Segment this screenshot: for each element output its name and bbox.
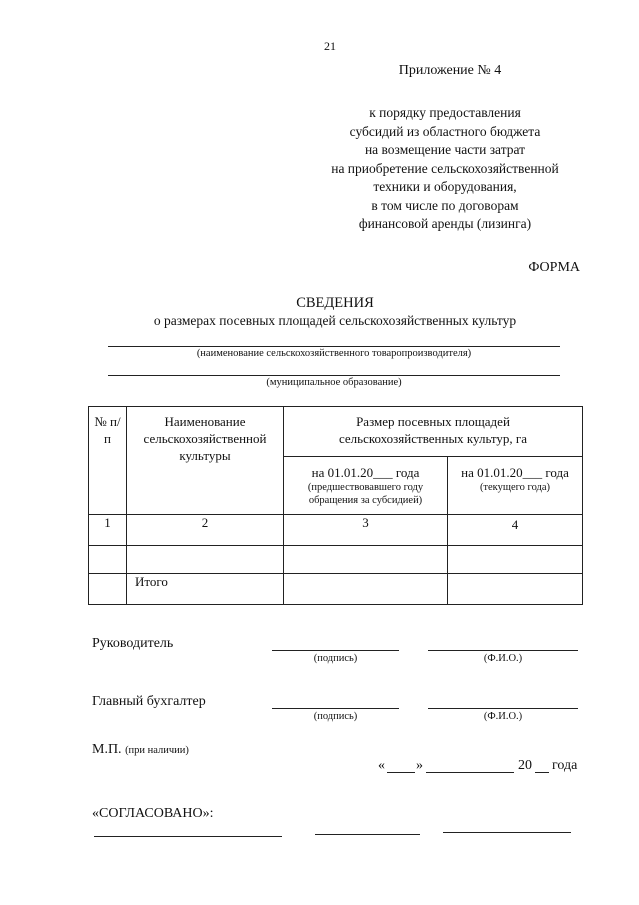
appendix-text [300,104,590,234]
date-year-prefix: 20 [518,758,532,773]
date-year-line[interactable] [535,772,549,773]
appendix-line: на возмещение части затрат [364,142,526,157]
table-cell[interactable] [127,546,284,574]
table-cell[interactable] [284,546,448,574]
column-number-4: 4 [448,515,583,546]
appendix-title: Приложение № 4 [398,63,502,78]
date-close-quote: » [416,758,423,773]
total-label: Итого [127,574,284,605]
column-number-2: 2 [127,515,284,546]
header-number: № п/п [94,414,121,446]
header-previous-year-cell [284,457,448,515]
date-day-line[interactable] [387,772,415,773]
head-signature-line[interactable] [272,650,399,651]
header-previous-year-note: (предшествовавшего году обращения за субсидией) [307,482,424,506]
header-current-year-cell [448,457,583,515]
date-open-quote: « [378,758,385,773]
appendix-line: субсидий из областного бюджета [349,123,541,139]
approval-name-line[interactable] [443,832,571,833]
table-cell[interactable] [89,546,127,574]
accountant-label: Главный бухгалтер [92,694,206,709]
header-area: Размер посевных площадей сельскохозяйственных культур, га [338,414,528,446]
accountant-name-line[interactable] [428,708,578,709]
document-subtitle: о размерах посевных площадей сельскохозяйственных культур [153,313,517,328]
accountant-name-caption: (Ф.И.О.) [483,711,523,722]
municipality-line[interactable] [108,375,560,376]
head-signature-caption: (подпись) [313,653,358,664]
appendix-line: на приобретение сельскохозяйственной [331,160,559,176]
stamp-note: (при наличии) [125,745,189,756]
header-current-year: на 01.01.20___ года [461,465,569,480]
appendix-line: к порядку предоставления [369,105,521,120]
stamp-label [92,742,189,758]
table-cell [89,574,127,605]
page-number: 21 [324,39,336,53]
producer-caption: (наименование сельскохозяйственного товаропроизводителя) [196,348,472,359]
table-cell[interactable] [448,546,583,574]
form-label: ФОРМА [528,260,580,275]
crop-area-table [88,406,583,605]
header-number-cell [89,407,127,515]
appendix-line: техники и оборудования, [373,179,517,194]
header-area-cell [284,407,583,457]
head-label: Руководитель [92,636,174,651]
date-year-suffix: года [552,758,578,773]
approval-label: «СОГЛАСОВАНО»: [92,806,214,821]
head-name-line[interactable] [428,650,578,651]
header-crop-name: Наименование сельскохозяйственной культуры [143,414,267,463]
approval-position-line[interactable] [94,836,282,837]
municipality-caption: (муниципальное образование) [266,377,402,388]
head-name-caption: (Ф.И.О.) [483,653,523,664]
header-previous-year: на 01.01.20___ года [311,465,420,480]
date-month-line[interactable] [426,772,514,773]
appendix-line: в том числе по договорам [371,197,519,213]
header-crop-cell [127,407,284,515]
total-current-year-cell[interactable] [448,574,583,605]
document-title: СВЕДЕНИЯ [296,295,374,311]
column-number-3: 3 [284,515,448,546]
accountant-signature-caption: (подпись) [313,711,358,722]
total-previous-year-cell[interactable] [284,574,448,605]
appendix-line: финансовой аренды (лизинга) [358,216,532,231]
approval-signature-line[interactable] [315,834,420,835]
stamp-abbreviation: М.П. [92,742,122,757]
header-current-year-note: (текущего года) [479,482,551,493]
producer-name-line[interactable] [108,346,560,347]
column-number-1: 1 [89,515,127,546]
accountant-signature-line[interactable] [272,708,399,709]
